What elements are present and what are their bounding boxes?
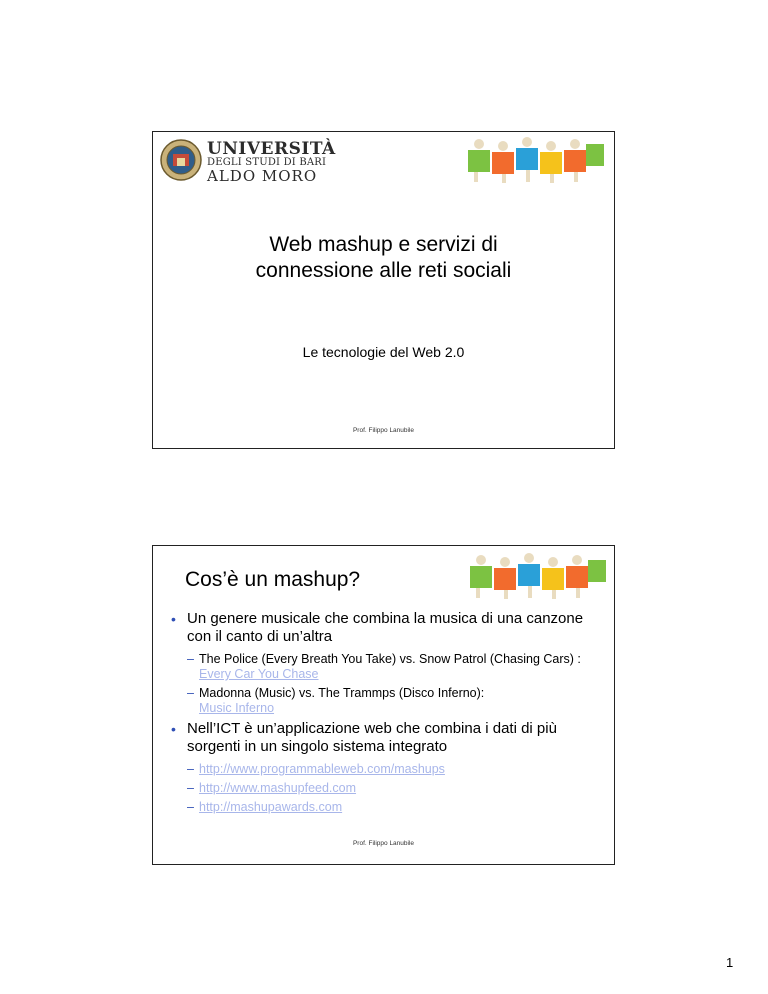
link-every-car-you-chase[interactable]: Every Car You Chase [199,667,319,681]
university-name-line3: ALDO MORO [207,167,318,185]
sub-bullet-madonna-text: Madonna (Music) vs. The Trammps (Disco Inferno): [199,686,485,700]
slide-1-footer: Prof. Filippo Lanubile [352,427,415,434]
sub-bullet-link-programmableweb [171,762,601,777]
slide-2-body [171,610,601,819]
slide-1-title-line2: connessione alle reti sociali [255,259,512,282]
slide-1-title [153,232,614,284]
bullet-music-mashup: • Un genere musicale che combina la musica di una canzone con il canto di un’altra [171,610,601,646]
link-mashupfeed[interactable]: http://www.mashupfeed.com [199,781,357,795]
university-name-line1: UNIVERSITÀ [207,139,336,159]
university-logo [159,138,336,185]
slide-2-footer: Prof. Filippo Lanubile [352,840,415,847]
puzzle-people-icon [462,136,608,184]
slide-1 [152,131,615,449]
link-music-inferno[interactable]: Music Inferno [199,701,275,715]
sub-bullet-police [171,652,601,682]
university-name-line2: DEGLI STUDI DI BARI [207,157,327,168]
slide-1-title-line1: Web mashup e servizi di [269,233,498,256]
sub-bullet-link-mashupfeed [171,781,601,796]
link-programmableweb[interactable]: http://www.programmableweb.com/mashups [199,762,445,776]
slide-2 [152,545,615,865]
sub-bullet-police-text: The Police (Every Breath You Take) vs. Snow Patrol (Chasing Cars) : [199,652,581,666]
university-seal-icon [159,138,203,182]
link-mashupawards[interactable]: http://mashupawards.com [199,800,343,814]
slide-2-title: Cos’è un mashup? [185,568,361,591]
bullet-ict-mashup: • Nell’ICT è un’applicazione web che combina i dati di più sorgenti in un singolo sistema integrato [171,720,601,756]
sub-bullet-link-mashupawards [171,800,601,815]
page-number: 1 [726,955,734,970]
university-name [207,141,336,184]
sub-bullet-madonna [171,686,601,716]
puzzle-people-icon [464,552,610,600]
slide-1-subtitle: Le tecnologie del Web 2.0 [302,344,465,360]
